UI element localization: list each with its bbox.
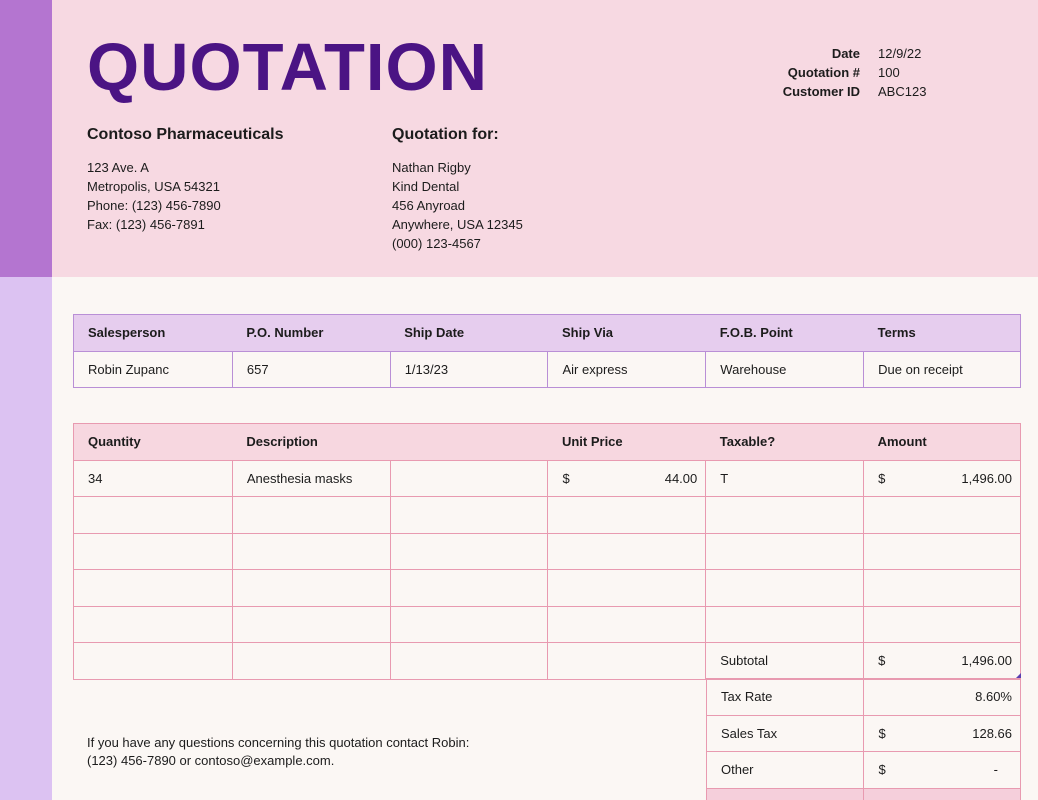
empty-cell[interactable] bbox=[74, 570, 233, 607]
empty-cell[interactable] bbox=[390, 643, 548, 680]
header-amount: Amount bbox=[864, 424, 1021, 461]
company-block bbox=[87, 126, 284, 234]
items-table bbox=[73, 423, 1021, 680]
client-block bbox=[392, 126, 523, 253]
header-taxable: Taxable? bbox=[706, 424, 864, 461]
header-ship-via: Ship Via bbox=[548, 315, 706, 352]
sales-tax-currency: $ bbox=[878, 725, 886, 741]
contact-note-line-1: If you have any questions concerning this quotation contact Robin: bbox=[87, 735, 470, 750]
header-fob-point: F.O.B. Point bbox=[706, 315, 864, 352]
sales-tax-value: 128.66 bbox=[972, 725, 1012, 741]
empty-cell[interactable] bbox=[390, 606, 548, 643]
shipping-header-row bbox=[74, 315, 1021, 352]
shipping-table bbox=[73, 314, 1021, 388]
other-cell[interactable] bbox=[864, 752, 1021, 789]
subtotal-label: Subtotal bbox=[706, 643, 864, 680]
empty-cell[interactable] bbox=[232, 497, 390, 534]
empty-cell[interactable] bbox=[864, 606, 1021, 643]
taxable-cell[interactable]: T bbox=[706, 460, 864, 497]
items-header-row bbox=[74, 424, 1021, 461]
empty-cell[interactable] bbox=[548, 643, 706, 680]
subtotal-value: 1,496.00 bbox=[961, 653, 1012, 669]
client-company[interactable]: Kind Dental bbox=[392, 179, 460, 194]
quantity-cell[interactable]: 34 bbox=[74, 460, 233, 497]
ship-via-cell[interactable]: Air express bbox=[548, 351, 706, 388]
empty-cell[interactable] bbox=[548, 570, 706, 607]
amount-value: 1,496.00 bbox=[961, 470, 1012, 486]
header-unit-price: Unit Price bbox=[548, 424, 706, 461]
client-heading: Quotation for: bbox=[392, 126, 499, 143]
salesperson-cell[interactable]: Robin Zupanc bbox=[74, 351, 233, 388]
company-phone[interactable]: Phone: (123) 456-7890 bbox=[87, 198, 221, 213]
subtotal-currency: $ bbox=[878, 653, 886, 669]
totals-table bbox=[706, 678, 1021, 800]
other-value: - bbox=[993, 762, 998, 778]
client-address[interactable]: 456 Anyroad bbox=[392, 198, 466, 213]
empty-cell[interactable] bbox=[390, 570, 548, 607]
sales-tax-cell[interactable] bbox=[864, 715, 1021, 752]
header-po-number: P.O. Number bbox=[232, 315, 390, 352]
table-row bbox=[74, 460, 1021, 497]
client-phone[interactable]: (000) 123-4567 bbox=[392, 236, 481, 251]
description-extra-cell[interactable] bbox=[390, 460, 548, 497]
empty-cell[interactable] bbox=[232, 643, 390, 680]
empty-cell[interactable] bbox=[706, 497, 864, 534]
contact-note-line-2: (123) 456-7890 or contoso@example.com. bbox=[87, 753, 335, 768]
other-currency: $ bbox=[878, 762, 886, 778]
header-quantity: Quantity bbox=[74, 424, 233, 461]
empty-cell[interactable] bbox=[390, 497, 548, 534]
empty-cell[interactable] bbox=[548, 533, 706, 570]
empty-cell[interactable] bbox=[232, 533, 390, 570]
empty-cell[interactable] bbox=[864, 570, 1021, 607]
description-cell[interactable]: Anesthesia masks bbox=[232, 460, 390, 497]
customer-id-value[interactable]: ABC123 bbox=[878, 84, 927, 99]
table-row bbox=[74, 533, 1021, 570]
unit-price-value: 44.00 bbox=[664, 470, 698, 486]
accent-band-bottom bbox=[0, 277, 52, 800]
company-city-line[interactable]: Metropolis, USA 54321 bbox=[87, 179, 220, 194]
company-address-line[interactable]: 123 Ave. A bbox=[87, 160, 149, 175]
empty-cell[interactable] bbox=[390, 533, 548, 570]
fob-point-cell[interactable]: Warehouse bbox=[706, 351, 864, 388]
empty-cell[interactable] bbox=[548, 497, 706, 534]
other-label: Other bbox=[707, 752, 864, 789]
empty-cell[interactable] bbox=[864, 497, 1021, 534]
tax-rate-label: Tax Rate bbox=[707, 679, 864, 716]
table-row bbox=[74, 497, 1021, 534]
total-label-cell bbox=[707, 788, 864, 800]
client-city[interactable]: Anywhere, USA 12345 bbox=[392, 217, 523, 232]
unit-price-cell[interactable] bbox=[548, 460, 706, 497]
header-terms: Terms bbox=[864, 315, 1021, 352]
empty-cell[interactable] bbox=[232, 570, 390, 607]
table-row bbox=[74, 606, 1021, 643]
amount-currency: $ bbox=[878, 470, 886, 486]
empty-cell[interactable] bbox=[74, 533, 233, 570]
client-name[interactable]: Nathan Rigby bbox=[392, 160, 471, 175]
subtotal-cell[interactable] bbox=[864, 643, 1021, 680]
date-label: Date bbox=[831, 46, 860, 61]
page-title: QUOTATION bbox=[87, 30, 489, 105]
sales-tax-label: Sales Tax bbox=[707, 715, 864, 752]
accent-band-top bbox=[0, 0, 52, 277]
unit-price-currency: $ bbox=[562, 470, 570, 486]
header-salesperson: Salesperson bbox=[74, 315, 233, 352]
table-row bbox=[74, 643, 1021, 680]
ship-date-cell[interactable]: 1/13/23 bbox=[390, 351, 548, 388]
date-value[interactable]: 12/9/22 bbox=[878, 46, 922, 61]
po-number-cell[interactable]: 657 bbox=[232, 351, 390, 388]
empty-cell[interactable] bbox=[706, 570, 864, 607]
table-row bbox=[74, 570, 1021, 607]
empty-cell[interactable] bbox=[232, 606, 390, 643]
empty-cell[interactable] bbox=[74, 497, 233, 534]
empty-cell[interactable] bbox=[706, 533, 864, 570]
empty-cell[interactable] bbox=[864, 533, 1021, 570]
other-row bbox=[707, 752, 1021, 789]
amount-cell[interactable] bbox=[864, 460, 1021, 497]
total-row bbox=[707, 788, 1021, 800]
company-fax[interactable]: Fax: (123) 456-7891 bbox=[87, 217, 205, 232]
company-name[interactable]: Contoso Pharmaceuticals bbox=[87, 126, 284, 143]
empty-cell[interactable] bbox=[74, 606, 233, 643]
terms-cell[interactable]: Due on receipt bbox=[864, 351, 1021, 388]
customer-id-label: Customer ID bbox=[782, 84, 860, 99]
quote-number-value[interactable]: 100 bbox=[878, 65, 900, 80]
shipping-row bbox=[74, 351, 1021, 388]
quote-number-label: Quotation # bbox=[787, 65, 860, 80]
empty-cell[interactable] bbox=[548, 606, 706, 643]
tax-rate-row bbox=[707, 679, 1021, 716]
header-spacer bbox=[390, 424, 548, 461]
header-description: Description bbox=[232, 424, 390, 461]
total-value-cell[interactable] bbox=[864, 788, 1021, 800]
contact-note bbox=[87, 734, 469, 770]
quote-meta bbox=[760, 44, 926, 101]
tax-rate-value[interactable]: 8.60% bbox=[864, 679, 1021, 716]
header-ship-date: Ship Date bbox=[390, 315, 548, 352]
sales-tax-row bbox=[707, 715, 1021, 752]
empty-cell[interactable] bbox=[74, 643, 233, 680]
empty-cell[interactable] bbox=[706, 606, 864, 643]
